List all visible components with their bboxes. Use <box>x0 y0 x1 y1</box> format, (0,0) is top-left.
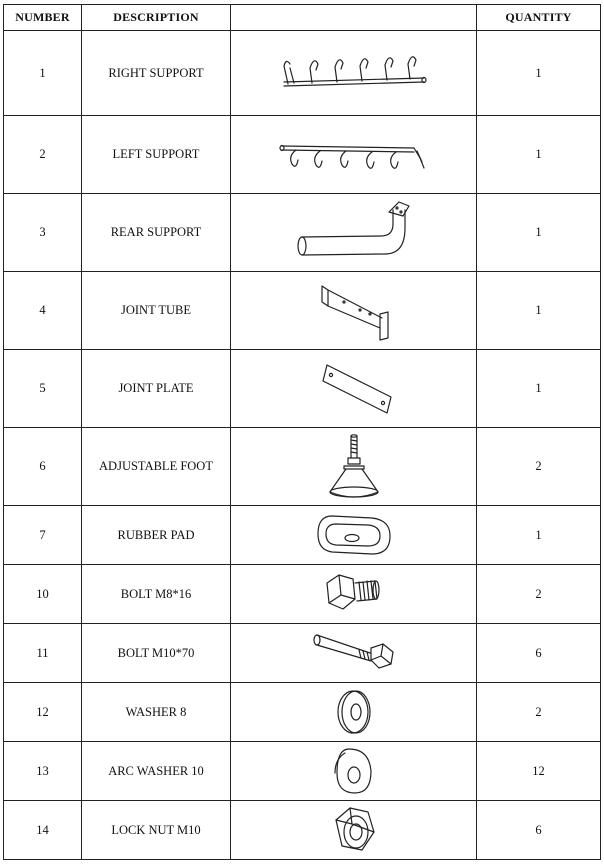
part-image <box>231 565 477 624</box>
part-image <box>231 272 477 350</box>
part-number: 11 <box>4 624 82 683</box>
part-description: LOCK NUT M10 <box>82 801 231 860</box>
part-quantity: 1 <box>477 31 601 116</box>
table-row <box>4 116 601 194</box>
part-quantity: 6 <box>477 624 601 683</box>
rubber-pad-icon <box>314 510 394 560</box>
part-quantity: 6 <box>477 801 601 860</box>
part-number: 1 <box>4 31 82 116</box>
part-number: 13 <box>4 742 82 801</box>
table-row <box>4 565 601 624</box>
part-image <box>231 31 477 116</box>
part-description: RIGHT SUPPORT <box>82 31 231 116</box>
part-description: ARC WASHER 10 <box>82 742 231 801</box>
part-image <box>231 506 477 565</box>
part-number: 2 <box>4 116 82 194</box>
part-quantity: 1 <box>477 272 601 350</box>
part-image <box>231 350 477 428</box>
part-quantity: 1 <box>477 350 601 428</box>
lock-nut-icon <box>326 804 382 856</box>
arc-washer-icon <box>329 745 379 797</box>
part-quantity: 1 <box>477 194 601 272</box>
part-quantity: 2 <box>477 565 601 624</box>
bolt-long-icon <box>309 628 399 678</box>
part-image <box>231 194 477 272</box>
part-number: 3 <box>4 194 82 272</box>
table-row <box>4 272 601 350</box>
part-quantity: 2 <box>477 428 601 506</box>
right-support-icon <box>274 48 434 98</box>
part-description: BOLT M10*70 <box>82 624 231 683</box>
part-number: 6 <box>4 428 82 506</box>
part-quantity: 2 <box>477 683 601 742</box>
part-number: 4 <box>4 272 82 350</box>
joint-plate-icon <box>309 359 399 419</box>
table-row <box>4 506 601 565</box>
part-quantity: 1 <box>477 116 601 194</box>
part-quantity: 1 <box>477 506 601 565</box>
part-image <box>231 742 477 801</box>
left-support-icon <box>274 130 434 180</box>
part-description: RUBBER PAD <box>82 506 231 565</box>
table-row <box>4 194 601 272</box>
part-image <box>231 624 477 683</box>
header-number: NUMBER <box>4 5 82 31</box>
parts-list-table <box>3 4 601 860</box>
header-image <box>231 5 477 31</box>
part-description: REAR SUPPORT <box>82 194 231 272</box>
part-description: WASHER 8 <box>82 683 231 742</box>
part-quantity: 12 <box>477 742 601 801</box>
part-number: 12 <box>4 683 82 742</box>
part-description: ADJUSTABLE FOOT <box>82 428 231 506</box>
header-row <box>4 5 601 31</box>
part-description: JOINT TUBE <box>82 272 231 350</box>
table-row <box>4 428 601 506</box>
part-image <box>231 116 477 194</box>
part-description: JOINT PLATE <box>82 350 231 428</box>
rear-support-icon <box>289 198 419 268</box>
table-row <box>4 624 601 683</box>
part-image <box>231 428 477 506</box>
part-image <box>231 801 477 860</box>
header-description: DESCRIPTION <box>82 5 231 31</box>
part-number: 5 <box>4 350 82 428</box>
joint-tube-icon <box>304 278 404 344</box>
table-row <box>4 742 601 801</box>
part-number: 10 <box>4 565 82 624</box>
table-row <box>4 350 601 428</box>
washer-icon <box>329 687 379 737</box>
table-row <box>4 801 601 860</box>
part-description: BOLT M8*16 <box>82 565 231 624</box>
part-number: 7 <box>4 506 82 565</box>
bolt-short-icon <box>319 569 389 619</box>
part-number: 14 <box>4 801 82 860</box>
adjustable-foot-icon <box>324 432 384 502</box>
part-description: LEFT SUPPORT <box>82 116 231 194</box>
header-quantity: QUANTITY <box>477 5 601 31</box>
part-image <box>231 683 477 742</box>
table-row <box>4 31 601 116</box>
table-row <box>4 683 601 742</box>
